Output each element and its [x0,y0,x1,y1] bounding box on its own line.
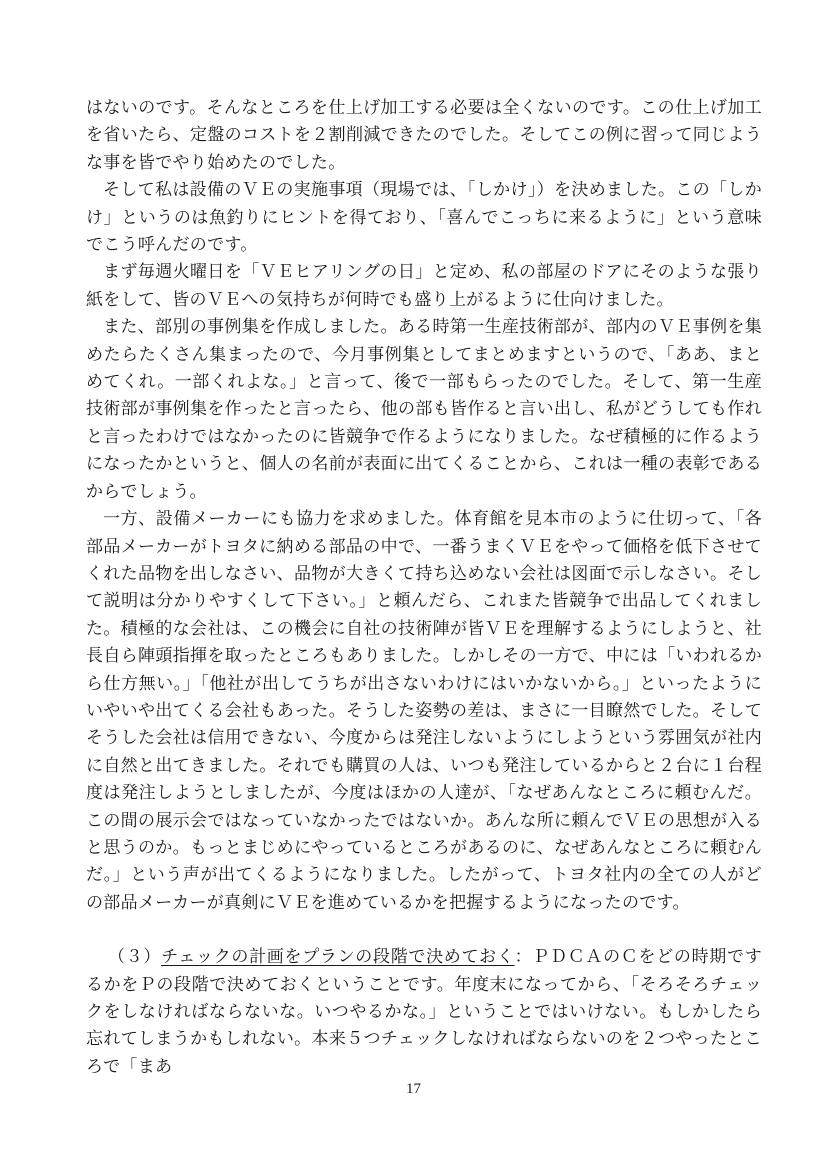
document-body [86,95,762,1081]
paragraph-2: そして私は設備のＶＥの実施事項（現場では、「しかけ」）を決めました。この「しかけ」というのは魚釣りにヒントを得ており、「喜んでこっちに来るように」という意味でこう呼んだのです。 [86,180,762,256]
section-3-heading: チェックの計画をプランの段階で決めておく [161,947,515,968]
page-number: 17 [406,1081,421,1097]
paragraph-5: 一方、設備メーカーにも協力を求めました。体育館を見本市のように仕切って、「各部品メーカーがトヨタに納める部品の中で、一番うまくＶＥをやって価格を低下させてくれた品物を出しなさい、品物が大きくて持ち込めない会社は図面で示しなさい。そして説明は分かりやすくして下さい。」と頼んだら、これまた皆競争で出品してくれました。積極的な会社は、この機会に自社の技術陣が皆ＶＥを理解するようにしようと、社長自ら陣頭指揮を取ったところもありました。しかしその一方で、中には「いわれるから仕方無い。」「他社が出してうちが出さないわけにはいかないから。」といったようにいやいや出てくる会社もあった。そうした姿勢の差は、まさに一目瞭然でした。そしてそうした会社は信用できない、今度からは発注しないようにしようという雰囲気が社内に自然と出てきました。それでも購買の人は、いつも発注しているからと２台に１台程度は発注しようとしましたが、今度はほかの人達が、「なぜあんなところに頼むんだ。この間の展示会ではなっていなかったではないか。あんな所に頼んでＶＥの思想が入ると思うのか。もっとまじめにやっているところがあるのに、なぜあんなところに頼むんだ。」という声が出てくるようになりました。したがって、トヨタ社内の全ての人がどの部品メーカーが真剣にＶＥを進めているかを把握するようになったのです。 [86,509,762,913]
section-3-text: ＰＤＣＡのＣをどの時期でするかをＰの段階で決めておくということです。年度末になってから、「そろそろチェックをしなければならないな。いつやるかな。」ということではいけない。もしかしたら忘れてしまうかもしれない。本来５つチェックしなければならないのを２つやったところで「まあ [86,947,762,1077]
paragraph-3: まず毎週火曜日を「ＶＥヒアリングの日」と定め、私の部屋のドアにそのような張り紙をして、皆のＶＥへの気持ちが何時でも盛り上がるように仕向けました。 [86,262,762,310]
section-3 [86,944,762,1081]
paragraph-4: また、部別の事例集を作成しました。ある時第一生産技術部が、部内のＶＥ事例を集めたらたくさん集まったので、今月事例集としてまとめますというので、「ああ、まとめてくれ。一部くれよな。」と言って、後で一部もらったのでした。そして、第一生産技術部が事例集を作ったと言ったら、他の部も皆作ると言い出し、私がどうしても作れと言ったわけではなかったのに皆競争で作るようになりました。なぜ積極的に作るようになったかというと、個人の名前が表面に出てくることから、これは一種の表彰であるからでしょう。 [86,317,762,502]
paragraph-1: はないのです。そんなところを仕上げ加工する必要は全くないのです。この仕上げ加工を省いたら、定盤のコストを２割削減できたのでした。そしてこの例に習って同じような事を皆でやり始めたのでした。 [86,98,762,173]
section-3-number: （３） [108,947,162,968]
section-3-separator: ： [514,947,533,968]
